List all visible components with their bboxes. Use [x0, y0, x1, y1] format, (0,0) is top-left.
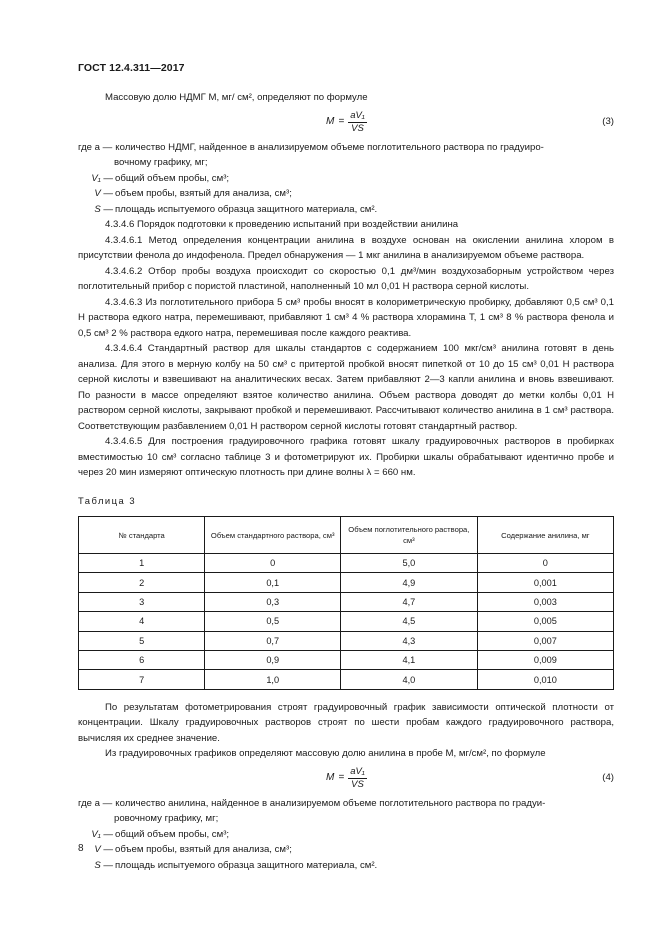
- document-header: ГОСТ 12.4.311—2017: [78, 62, 185, 74]
- definition-text: вочному графику, мг;: [114, 157, 208, 168]
- formula-4-definitions: [78, 796, 614, 874]
- section-4-3-4-6-3: 4.3.4.6.3 Из поглотительного прибора 5 см³ пробы вносят в колориметрическую пробирку, добавляют 0,5 см³ 0,1 Н раствора едкого натра, перемешивают, прибавляют 1 см³ 4 % раствора хлорамина Т, 1 см³ 8 % раствора фенола и 0,5 см³ 2 % раствора едкого натра, перемешивая после каждого реактива.: [78, 296, 614, 339]
- table-row: [79, 670, 614, 689]
- document-body: [78, 90, 614, 873]
- table-cell: 6: [79, 650, 205, 669]
- definition-text: площадь испытуемого образца защитного материала, см².: [115, 859, 378, 871]
- definition-text: общий объем пробы, см³;: [115, 828, 230, 840]
- table-cell: 0,010: [477, 670, 613, 689]
- formula-3: [78, 106, 614, 140]
- formula-4-expression: [326, 766, 367, 791]
- table-row: [79, 650, 614, 669]
- table-cell: 0,007: [477, 631, 613, 650]
- definition-symbol: V₁ —: [91, 828, 113, 840]
- post-table-text: [78, 700, 614, 762]
- table-cell: 0,9: [205, 650, 341, 669]
- table-header-cell: Объем стандартного раствора, см³: [205, 517, 341, 554]
- table-row: [79, 554, 614, 573]
- table-cell: 1,0: [205, 670, 341, 689]
- definition-symbol: V —: [94, 188, 113, 199]
- table-cell: 0,003: [477, 592, 613, 611]
- definition-a-cont: [78, 155, 614, 171]
- table-cell: 0: [205, 554, 341, 573]
- section-4-3-4-6-4: 4.3.4.6.4 Стандартный раствор для шкалы стандартов с содержанием 100 мкг/см³ анилина готовят в день анализа. Для этого в мерную колбу на 50 см³ с притертой пробкой вносят пипеткой от 10 до 15 см³ 0,01 Н раствора серной кислоты и взвешивают на аналитических весах. Затем прибавляют 2—3 капли анилина и вновь взвешивают. По разности в массе определяют взятое количество анилина. Объем раствора доводят до метки колбы 0,01 Н раствором серной кислоты, закрывают пробкой и перемешивают. Рассчитывают количество анилина в 1 см³ раствора. Соответствующим разбавлением 0,01 Н раствором серной кислоты готовят стандартный раствор.: [78, 343, 614, 432]
- table-row: [79, 573, 614, 592]
- table-3-title: Таблица 3: [78, 494, 137, 506]
- definition-v1: [78, 827, 614, 843]
- table-cell: 4,9: [341, 573, 478, 592]
- formula-3-fraction: [348, 110, 367, 135]
- formula-4-denominator: VS: [351, 778, 364, 790]
- definition-text: объем пробы, взятый для анализа, см³;: [115, 188, 292, 199]
- definition-symbol: где a —: [78, 797, 113, 809]
- photometry-paragraph: По результатам фотометрирования строят градуировочный график зависимости оптической плотности от концентрации. Шкалу градуировочных растворов строят по шести пробам каждого градуировочного раствора, вычисляя их среднее значение.: [78, 701, 614, 744]
- definition-s: [78, 202, 614, 218]
- definition-text: количество анилина, найденное в анализируемом объеме поглотительного раствора по градуи-: [115, 797, 546, 809]
- formula-4-numerator: aV₁: [350, 765, 365, 777]
- definition-a: [78, 140, 614, 156]
- definition-v1: [78, 171, 614, 187]
- table-cell: 0,3: [205, 592, 341, 611]
- table-row: [79, 631, 614, 650]
- table-cell: 4,7: [341, 592, 478, 611]
- section-4-3-4-6: 4.3.4.6 Порядок подготовки к проведению испытаний при воздействии анилина: [105, 219, 459, 230]
- table-cell: 0,005: [477, 612, 613, 631]
- table-row: [79, 592, 614, 611]
- table-cell: 0,001: [477, 573, 613, 592]
- formula-3-lhs: M: [326, 116, 335, 128]
- table-cell: 0,009: [477, 650, 613, 669]
- definition-text: общий объем пробы, см³;: [115, 172, 230, 184]
- formula-3-label: (3): [602, 115, 614, 127]
- definition-text: площадь испытуемого образца защитного материала, см².: [115, 203, 378, 215]
- table-header-cell: № стандарта: [79, 517, 205, 554]
- definition-text: ровочному графику, мг;: [114, 813, 219, 825]
- table-cell: 4,0: [341, 670, 478, 689]
- definition-a: [78, 796, 614, 812]
- table-cell: 0,1: [205, 573, 341, 592]
- definition-s: [78, 858, 614, 874]
- definition-v: [78, 842, 614, 858]
- section-4-3-4-6-2: 4.3.4.6.2 Отбор пробы воздуха происходит со скоростью 0,1 дм³/мин воздухозаборным устройством через поглотительный прибор с пористой пластиной, наполненный 10 мл 0,01 Н раствора серной кислоты.: [78, 265, 614, 292]
- section-4-3-4-6-1: 4.3.4.6.1 Метод определения концентрации анилина в воздухе основан на окислении анилина хлором в присутствии фенола до индофенола. Предел обнаружения — 1 мкг анилина в анализируемом объеме раствора.: [78, 234, 614, 261]
- table-header-row: [79, 517, 614, 554]
- formula-3-expression: [326, 110, 367, 135]
- table-cell: 7: [79, 670, 205, 689]
- table-header-cell: Содержание анилина, мг: [477, 517, 613, 554]
- table-cell: 4,3: [341, 631, 478, 650]
- definition-symbol: где a —: [78, 141, 113, 153]
- page-number: 8: [78, 843, 84, 854]
- table-cell: 5: [79, 631, 205, 650]
- formula-4-label: (4): [602, 771, 614, 783]
- definition-symbol: V —: [94, 844, 113, 856]
- definition-a-cont: [78, 811, 614, 827]
- definition-text: количество НДМГ, найденное в анализируемом объеме поглотительного раствора по градуиро-: [115, 141, 544, 153]
- formula-4-fraction: [348, 766, 367, 791]
- table-cell: 4,1: [341, 650, 478, 669]
- definition-symbol: S —: [94, 859, 113, 871]
- formula-4-eq: =: [338, 772, 345, 784]
- table-cell: 2: [79, 573, 205, 592]
- formula-3-numerator: aV₁: [350, 109, 365, 121]
- table-header-cell: Объем поглотительного раствора, см³: [341, 517, 478, 554]
- formula-3-denominator: VS: [351, 122, 364, 134]
- aniline-formula-intro: Из градуировочных графиков определяют массовую долю анилина в пробе М, мг/см², по формуле: [105, 748, 546, 760]
- table-cell: 5,0: [341, 554, 478, 573]
- table-row: [79, 612, 614, 631]
- definition-text: объем пробы, взятый для анализа, см³;: [115, 844, 292, 856]
- formula-3-eq: =: [338, 116, 345, 128]
- formula-3-definitions: [78, 140, 614, 218]
- definition-symbol: S —: [94, 203, 113, 215]
- table-cell: 0,7: [205, 631, 341, 650]
- table-cell: 4: [79, 612, 205, 631]
- formula-4-lhs: M: [326, 772, 335, 784]
- table-3: [78, 516, 614, 690]
- intro-paragraph: Массовую долю НДМГ М, мг/ см², определяют по формуле: [105, 92, 368, 103]
- table-cell: 0: [477, 554, 613, 573]
- table-cell: 3: [79, 592, 205, 611]
- table-cell: 4,5: [341, 612, 478, 631]
- definition-v: [78, 186, 614, 202]
- table-cell: 1: [79, 554, 205, 573]
- section-4-3-4-6-5: 4.3.4.6.5 Для построения градуировочного графика готовят шкалу градуировочных растворов в пробирках вместимостью 10 см³ согласно таблице 3 и фотометрируют их. Пробирки шкалы обрабатывают идентично пробе и через 20 мин измеряют оптическую плотность при длине волны λ = 660 нм.: [78, 436, 614, 478]
- formula-4: [78, 762, 614, 796]
- table-cell: 0,5: [205, 612, 341, 631]
- definition-symbol: V₁ —: [91, 172, 113, 184]
